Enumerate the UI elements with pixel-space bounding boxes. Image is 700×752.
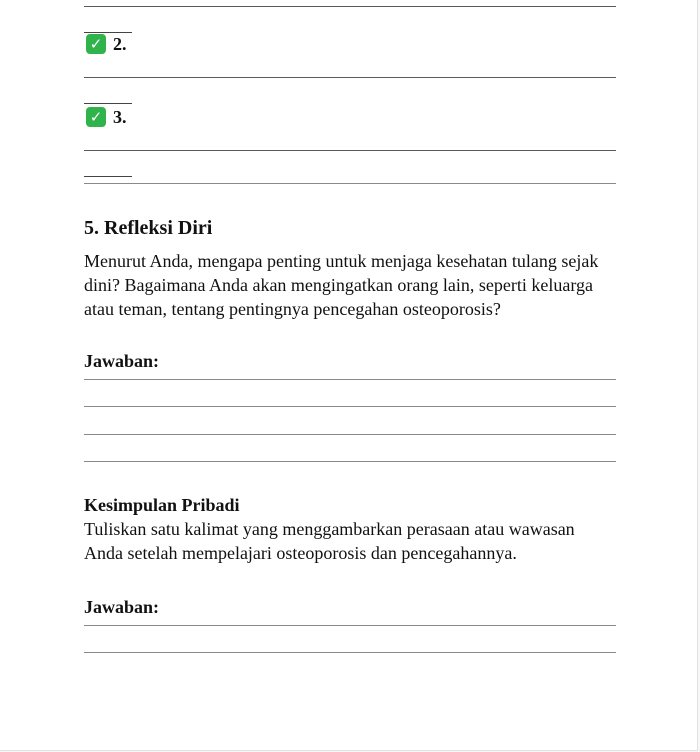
answer-label: Jawaban: xyxy=(84,597,160,617)
answer-line[interactable] xyxy=(84,434,616,435)
checkmark-icon: ✓ xyxy=(86,34,106,54)
answer-line xyxy=(84,150,616,151)
answer-line[interactable] xyxy=(84,625,616,626)
item-number: 2. xyxy=(113,34,127,54)
short-underline xyxy=(84,176,132,177)
item-number: 3. xyxy=(113,107,127,127)
answer-line[interactable] xyxy=(84,406,616,407)
answer-line[interactable] xyxy=(84,461,616,462)
short-underline xyxy=(84,103,132,104)
conclusion-prompt: Tuliskan satu kalimat yang menggambarkan perasaan atau wawasan Anda setelah mempelajari osteoporosis dan pencegahannya. xyxy=(84,519,575,563)
checkmark-icon: ✓ xyxy=(86,107,106,127)
answer-line xyxy=(84,6,616,7)
conclusion-title: Kesimpulan Pribadi xyxy=(84,495,240,515)
question-text: Menurut Anda, mengapa penting untuk menjaga kesehatan tulang sejak dini? Bagaimana Anda akan mengingatkan orang lain, seperti keluarga atau teman, tentang pentingnya pencegahan osteoporosis? xyxy=(84,251,599,319)
answer-line[interactable] xyxy=(84,652,616,653)
answer-line[interactable] xyxy=(84,379,616,380)
answer-line xyxy=(84,183,616,184)
section-title: 5. Refleksi Diri xyxy=(84,217,213,239)
answer-line xyxy=(84,77,616,78)
answer-label: Jawaban: xyxy=(84,351,160,371)
